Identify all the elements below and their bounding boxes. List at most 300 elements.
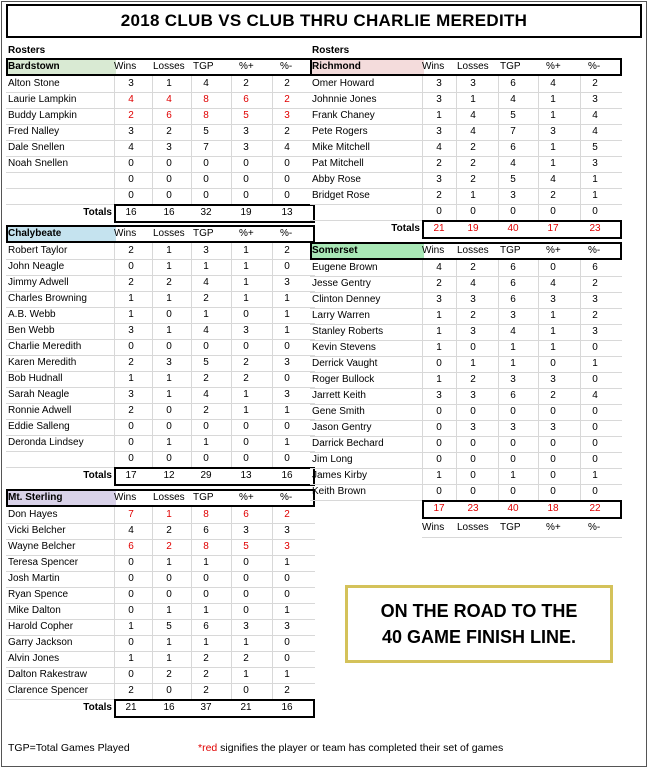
player-name: Mike Mitchell (312, 142, 370, 153)
team-name: Richmond (310, 59, 424, 74)
total-p: 18 (547, 503, 559, 514)
grid-col (272, 76, 273, 204)
stat-p: 0 (243, 573, 249, 584)
grid-col (580, 76, 581, 220)
stat-m: 0 (592, 206, 598, 217)
stat-m: 0 (284, 637, 290, 648)
stat-tgp: 5 (203, 357, 209, 368)
stat-tgp: 3 (510, 310, 516, 321)
stat-tgp: 3 (510, 190, 516, 201)
player-name: Pat Mitchell (312, 158, 364, 169)
totals-label: Totals (83, 207, 112, 218)
stat-p: 0 (550, 486, 556, 497)
stat-l: 3 (470, 78, 476, 89)
player-name: Roger Bullock (312, 374, 375, 385)
player-name: Jarrett Keith (312, 390, 366, 401)
stat-w: 1 (128, 373, 134, 384)
stat-p: 4 (550, 278, 556, 289)
stat-tgp: 1 (203, 309, 209, 320)
stat-m: 1 (284, 405, 290, 416)
stat-p: 0 (243, 421, 249, 432)
stat-tgp: 1 (510, 358, 516, 369)
stat-tgp: 3 (510, 422, 516, 433)
player-name: Johnnie Jones (312, 94, 377, 105)
footer-red-text: signifies the player or team has completed their set of games (217, 742, 504, 754)
grid-col (114, 76, 115, 204)
player-name: Bridget Rose (312, 190, 370, 201)
stat-p: 0 (550, 262, 556, 273)
player-name: James Kirby (312, 470, 368, 481)
grid-col (272, 243, 273, 467)
stat-m: 0 (592, 486, 598, 497)
stat-m: 0 (592, 422, 598, 433)
stat-m: 0 (284, 190, 290, 201)
stat-w: 2 (128, 245, 134, 256)
stat-tgp: 0 (510, 486, 516, 497)
player-name: Keith Brown (312, 486, 366, 497)
player-row (6, 603, 315, 619)
stat-tgp: 1 (203, 605, 209, 616)
player-name: Omer Howard (312, 78, 375, 89)
player-row (310, 420, 622, 436)
player-row (310, 124, 622, 140)
stat-l: 1 (166, 637, 172, 648)
stat-w: 1 (436, 310, 442, 321)
stat-w: 0 (436, 422, 442, 433)
header-pct_minus: %- (280, 61, 293, 72)
rosters-row (6, 43, 315, 59)
stat-p: 2 (243, 78, 249, 89)
stat-m: 3 (284, 110, 290, 121)
stat-m: 3 (592, 294, 598, 305)
stat-p: 3 (243, 621, 249, 632)
stat-w: 0 (128, 158, 134, 169)
header-pct_minus: %- (588, 61, 601, 72)
footer-legend-tgp: TGP=Total Games Played (8, 742, 130, 754)
stat-w: 1 (128, 621, 134, 632)
player-row (310, 292, 622, 308)
stat-l: 2 (470, 142, 476, 153)
player-name: Harold Copher (8, 621, 74, 632)
stat-l: 1 (166, 261, 172, 272)
header-losses: Losses (153, 228, 185, 239)
stat-p: 0 (243, 174, 249, 185)
player-name: Charlie Meredith (8, 341, 82, 352)
stat-p: 1 (550, 94, 556, 105)
stat-p: 1 (550, 342, 556, 353)
player-name: Alvin Jones (8, 653, 60, 664)
stat-p: 6 (243, 94, 249, 105)
totals-label: Totals (83, 702, 112, 713)
total-m: 16 (281, 702, 293, 713)
stat-w: 0 (128, 421, 134, 432)
total-tgp: 40 (507, 503, 519, 514)
stat-l: 0 (166, 158, 172, 169)
player-name: Derrick Vaught (312, 358, 378, 369)
stat-tgp: 4 (510, 158, 516, 169)
stat-l: 0 (166, 190, 172, 201)
stat-p: 1 (550, 110, 556, 121)
player-row (310, 436, 622, 452)
stat-m: 1 (592, 190, 598, 201)
stat-p: 6 (243, 509, 249, 520)
stat-l: 0 (470, 206, 476, 217)
player-name: Ben Webb (8, 325, 55, 336)
player-name: Josh Martin (8, 573, 60, 584)
stat-w: 1 (436, 326, 442, 337)
stat-tgp: 6 (510, 262, 516, 273)
header-box (6, 225, 315, 243)
stat-p: 2 (243, 373, 249, 384)
stat-m: 1 (592, 358, 598, 369)
stat-l: 2 (470, 174, 476, 185)
stat-w: 0 (128, 637, 134, 648)
totals-box (114, 699, 315, 718)
stat-m: 0 (284, 174, 290, 185)
player-name: Ryan Spence (8, 589, 69, 600)
player-name: Eugene Brown (312, 262, 378, 273)
player-name (6, 188, 114, 204)
total-l: 23 (467, 503, 479, 514)
total-m: 23 (589, 223, 601, 234)
stat-l: 1 (166, 293, 172, 304)
player-row (310, 204, 622, 220)
stat-tgp: 0 (203, 158, 209, 169)
grid-col (580, 260, 581, 500)
stat-p: 1 (243, 669, 249, 680)
player-name: Teresa Spencer (8, 557, 79, 568)
stat-w: 3 (436, 294, 442, 305)
header-wins: Wins (114, 228, 137, 239)
stat-w: 2 (128, 357, 134, 368)
stat-tgp: 4 (203, 78, 209, 89)
player-name: Stanley Roberts (312, 326, 384, 337)
stat-p: 1 (550, 158, 556, 169)
stat-tgp: 6 (510, 142, 516, 153)
stat-l: 1 (470, 190, 476, 201)
player-name: Robert Taylor (8, 245, 68, 256)
player-row (310, 372, 622, 388)
stat-p: 5 (243, 110, 249, 121)
stat-p: 2 (243, 357, 249, 368)
stat-p: 0 (550, 206, 556, 217)
stat-tgp: 1 (203, 261, 209, 272)
player-name: Frank Chaney (312, 110, 375, 121)
trailing-header-row (310, 520, 622, 536)
player-row (6, 259, 315, 275)
player-name: Noah Snellen (8, 158, 69, 169)
stat-l: 2 (166, 525, 172, 536)
header-losses: Losses (153, 492, 185, 503)
player-row (6, 156, 315, 172)
stat-m: 0 (284, 373, 290, 384)
total-p: 13 (240, 470, 252, 481)
stat-tgp: 7 (203, 142, 209, 153)
stat-l: 4 (166, 94, 172, 105)
stat-l: 2 (166, 541, 172, 552)
player-row (6, 419, 315, 435)
stat-tgp: 3 (203, 245, 209, 256)
stat-m: 2 (284, 685, 290, 696)
header-wins: Wins (114, 61, 137, 72)
player-row (6, 651, 315, 667)
total-tgp: 37 (200, 702, 212, 713)
header-tgp: TGP (193, 492, 214, 503)
stat-w: 1 (128, 293, 134, 304)
grid-col (152, 507, 153, 699)
stat-m: 0 (592, 438, 598, 449)
stat-w: 3 (436, 174, 442, 185)
total-w: 21 (125, 702, 137, 713)
stat-m: 3 (284, 389, 290, 400)
player-row (310, 172, 622, 188)
player-row (6, 307, 315, 323)
player-name: Dale Snellen (8, 142, 65, 153)
player-name: Ronnie Adwell (8, 405, 72, 416)
stat-w: 1 (436, 342, 442, 353)
stat-p: 1 (550, 310, 556, 321)
stat-p: 5 (243, 541, 249, 552)
grid-col (538, 76, 539, 220)
stat-l: 0 (166, 309, 172, 320)
player-name: Eddie Salleng (8, 421, 70, 432)
stat-tgp: 6 (203, 621, 209, 632)
header-pct_plus: %+ (546, 61, 561, 72)
stat-m: 0 (284, 421, 290, 432)
header-wins: Wins (114, 492, 137, 503)
header-box (6, 58, 315, 76)
header-pct_minus: %- (588, 245, 601, 256)
stat-w: 3 (436, 390, 442, 401)
player-row (6, 188, 315, 204)
player-row (310, 108, 622, 124)
stat-tgp: 2 (203, 653, 209, 664)
player-row (310, 484, 622, 500)
stat-w: 4 (436, 142, 442, 153)
player-name: Jason Gentry (312, 422, 372, 433)
stat-l: 4 (470, 126, 476, 137)
player-name: Garry Jackson (8, 637, 73, 648)
player-row (310, 140, 622, 156)
stat-m: 1 (284, 605, 290, 616)
stat-p: 0 (243, 309, 249, 320)
stat-l: 1 (166, 373, 172, 384)
stat-l: 2 (470, 374, 476, 385)
grid-col (231, 507, 232, 699)
header-losses: Losses (457, 245, 489, 256)
stat-w: 2 (128, 277, 134, 288)
player-row (310, 340, 622, 356)
stat-m: 0 (284, 573, 290, 584)
player-row (6, 403, 315, 419)
stat-m: 3 (592, 94, 598, 105)
total-tgp: 32 (200, 207, 212, 218)
player-row (6, 387, 315, 403)
total-l: 16 (163, 702, 175, 713)
stat-l: 0 (166, 405, 172, 416)
header-box (310, 242, 622, 260)
stat-tgp: 8 (203, 541, 209, 552)
stat-l: 3 (166, 357, 172, 368)
stat-l: 1 (166, 653, 172, 664)
stat-tgp: 5 (510, 174, 516, 185)
stat-p: 0 (243, 589, 249, 600)
stat-m: 4 (284, 142, 290, 153)
stat-p: 0 (550, 454, 556, 465)
stat-m: 2 (284, 245, 290, 256)
rosters-label: Rosters (312, 45, 350, 56)
stat-tgp: 2 (203, 293, 209, 304)
stat-w: 2 (436, 158, 442, 169)
stat-p: 0 (550, 358, 556, 369)
header-tgp: TGP (193, 61, 214, 72)
stat-l: 2 (166, 126, 172, 137)
grid-col (272, 507, 273, 699)
trailing-header-pct_minus: %- (588, 522, 601, 533)
stat-w: 1 (436, 110, 442, 121)
stat-tgp: 8 (203, 110, 209, 121)
header-pct_minus: %- (280, 228, 293, 239)
stat-m: 0 (284, 261, 290, 272)
stat-tgp: 4 (203, 277, 209, 288)
grid-col (456, 260, 457, 500)
player-row (310, 388, 622, 404)
player-name: Gene Smith (312, 406, 365, 417)
stat-l: 4 (470, 110, 476, 121)
player-name: Fred Nalley (8, 126, 60, 137)
stat-m: 3 (284, 277, 290, 288)
grid-col (114, 507, 115, 699)
grid-col (538, 260, 539, 500)
stat-m: 0 (284, 453, 290, 464)
stat-m: 3 (284, 357, 290, 368)
stat-tgp: 0 (203, 421, 209, 432)
stat-w: 4 (128, 94, 134, 105)
player-name (310, 204, 422, 220)
stat-m: 5 (592, 142, 598, 153)
stat-w: 0 (128, 453, 134, 464)
stat-l: 1 (166, 245, 172, 256)
stat-tgp: 2 (203, 373, 209, 384)
grid-col (191, 507, 192, 699)
player-row (310, 324, 622, 340)
total-m: 13 (281, 207, 293, 218)
totals-box (114, 204, 315, 223)
stat-w: 4 (128, 525, 134, 536)
stat-w: 1 (436, 374, 442, 385)
stat-w: 0 (436, 406, 442, 417)
stat-p: 0 (550, 406, 556, 417)
stat-tgp: 0 (510, 206, 516, 217)
total-l: 12 (163, 470, 175, 481)
totals-box (422, 500, 622, 519)
player-row (6, 371, 315, 387)
stat-tgp: 2 (203, 669, 209, 680)
stat-m: 0 (284, 158, 290, 169)
stat-p: 1 (243, 293, 249, 304)
player-name: Mike Dalton (8, 605, 61, 616)
stat-w: 0 (128, 437, 134, 448)
stat-tgp: 5 (510, 110, 516, 121)
total-p: 17 (547, 223, 559, 234)
stat-m: 2 (284, 509, 290, 520)
stat-tgp: 1 (203, 637, 209, 648)
stat-tgp: 2 (203, 685, 209, 696)
grid-col (498, 260, 499, 500)
player-row (310, 452, 622, 468)
stat-l: 2 (470, 158, 476, 169)
total-tgp: 29 (200, 470, 212, 481)
trailing-header-wins: Wins (422, 522, 445, 533)
header-wins: Wins (422, 61, 445, 72)
stat-p: 1 (243, 389, 249, 400)
stat-m: 1 (284, 437, 290, 448)
stat-l: 0 (166, 589, 172, 600)
stat-w: 0 (128, 573, 134, 584)
stat-p: 0 (243, 158, 249, 169)
player-row (310, 404, 622, 420)
player-row (6, 683, 315, 699)
stat-w: 0 (128, 589, 134, 600)
stat-w: 1 (128, 309, 134, 320)
stat-m: 0 (592, 342, 598, 353)
stat-tgp: 0 (510, 406, 516, 417)
rosters-row (310, 43, 622, 59)
footer-legend-red (198, 742, 503, 754)
total-l: 19 (467, 223, 479, 234)
stat-p: 3 (550, 422, 556, 433)
stat-l: 1 (166, 437, 172, 448)
player-row (6, 140, 315, 156)
player-name: Vicki Belcher (8, 525, 66, 536)
total-w: 16 (125, 207, 137, 218)
stat-w: 6 (128, 541, 134, 552)
player-name: A.B. Webb (8, 309, 56, 320)
total-m: 16 (281, 470, 293, 481)
stat-l: 0 (166, 453, 172, 464)
player-row (310, 308, 622, 324)
stat-w: 3 (436, 94, 442, 105)
stat-tgp: 1 (203, 557, 209, 568)
stat-tgp: 6 (203, 525, 209, 536)
player-name: Darrick Bechard (312, 438, 384, 449)
footer-red-word: *red (198, 742, 218, 754)
team-name: Chalybeate (6, 226, 116, 241)
stat-m: 3 (284, 525, 290, 536)
stat-w: 0 (128, 605, 134, 616)
stat-tgp: 1 (203, 437, 209, 448)
header-pct_plus: %+ (239, 492, 254, 503)
stat-w: 0 (128, 261, 134, 272)
player-row (310, 76, 622, 92)
player-row (6, 92, 315, 108)
stat-tgp: 0 (510, 454, 516, 465)
stat-w: 3 (128, 325, 134, 336)
header-tgp: TGP (500, 245, 521, 256)
player-name: Don Hayes (8, 509, 58, 520)
stat-p: 0 (550, 470, 556, 481)
stat-tgp: 3 (510, 374, 516, 385)
finish-line-banner (345, 585, 613, 663)
stat-w: 3 (436, 78, 442, 89)
stat-p: 1 (550, 326, 556, 337)
player-name: Karen Meredith (8, 357, 77, 368)
stat-p: 2 (243, 653, 249, 664)
stat-tgp: 4 (510, 94, 516, 105)
stat-tgp: 0 (203, 453, 209, 464)
stat-w: 0 (436, 454, 442, 465)
grid-col (191, 76, 192, 204)
